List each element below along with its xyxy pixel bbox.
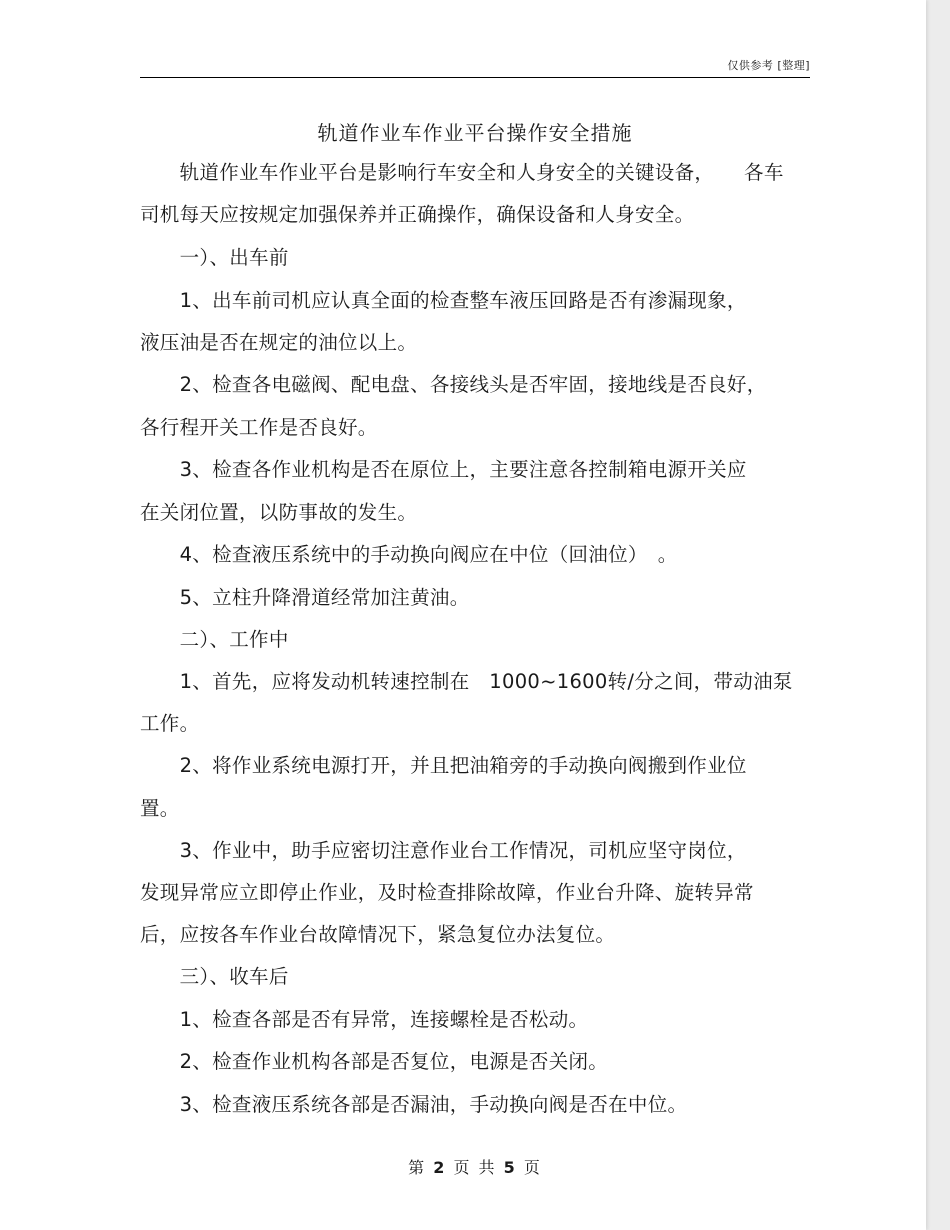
- paragraph-line: 在关闭位置，以防事故的发生。: [140, 501, 418, 524]
- footer-mid: 页 共: [453, 1158, 497, 1177]
- paragraph-line: 置。: [140, 797, 180, 820]
- paragraph-line: 发现异常应立即停止作业，及时检查排除故障，作业台升降、旋转异常: [140, 881, 754, 904]
- paragraph-line: 后，应按各车作业台故障情况下，紧急复位办法复位。: [140, 923, 616, 946]
- paragraph-line: 2、检查作业机构各部是否复位，电源是否关闭。: [140, 1050, 609, 1073]
- paragraph-line: 2、检查各电磁阀、配电盘、各接线头是否牢固，接地线是否良好，: [140, 373, 767, 396]
- footer-suffix: 页: [523, 1158, 542, 1177]
- page-total: 5: [503, 1158, 517, 1177]
- paragraph-line: 工作。: [140, 712, 200, 735]
- page-header: [140, 55, 810, 78]
- section-heading: 二）、工作中: [140, 628, 289, 651]
- paragraph-line: 各行程开关工作是否良好。: [140, 416, 378, 439]
- paragraph-line: 1、首先，应将发动机转速控制在 1000~1600转/分之间，带动油泵: [140, 670, 793, 693]
- page-footer: [140, 1155, 810, 1178]
- paragraph-line: 液压油是否在规定的油位以上。: [140, 331, 418, 354]
- paragraph-line: 1、检查各部是否有异常，连接螺栓是否松动。: [140, 1008, 589, 1031]
- paragraph-line: 3、作业中，助手应密切注意作业台工作情况，司机应坚守岗位，: [140, 839, 747, 862]
- paragraph-line: 3、检查液压系统各部是否漏油，手动换向阀是否在中位。: [140, 1093, 688, 1116]
- section-heading: 一）、出车前: [140, 246, 289, 269]
- paragraph-line: 5、立柱升降滑道经常加注黄油。: [140, 586, 470, 609]
- paragraph-line: 司机每天应按规定加强保养并正确操作，确保设备和人身安全。: [140, 203, 695, 226]
- paragraph-line: 3、检查各作业机构是否在原位上，主要注意各控制箱电源开关应: [140, 458, 747, 481]
- document-title: 轨道作业车作业平台操作安全措施: [317, 121, 633, 145]
- paragraph-line: 2、将作业系统电源打开，并且把油箱旁的手动换向阀搬到作业位: [140, 754, 747, 777]
- header-note: 仅供参考 [整理]: [727, 59, 810, 72]
- page-current: 2: [433, 1158, 447, 1177]
- paragraph-line: 4、检查液压系统中的手动换向阀应在中位（回油位） 。: [140, 543, 678, 566]
- section-heading: 三）、收车后: [140, 965, 289, 988]
- footer-prefix: 第: [408, 1158, 427, 1177]
- paragraph-line: 轨道作业车作业平台是影响行车安全和人身安全的关键设备， 各车: [140, 161, 784, 184]
- paragraph-line: 1、出车前司机应认真全面的检查整车液压回路是否有渗漏现象，: [140, 289, 747, 312]
